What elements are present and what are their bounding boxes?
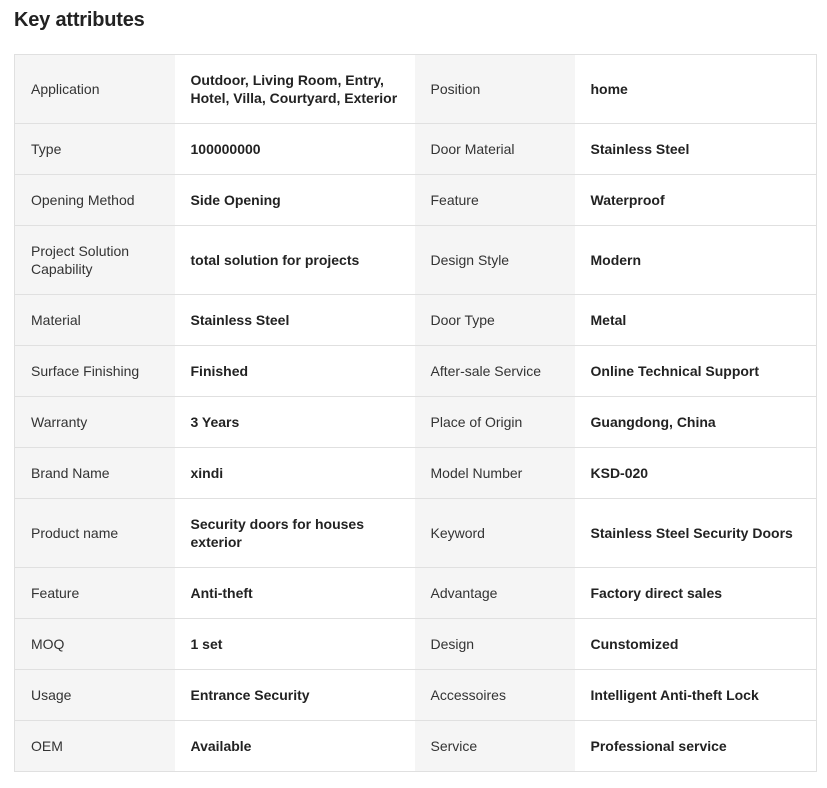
- table-row: [15, 55, 817, 124]
- section-title: Key attributes: [14, 9, 145, 31]
- attribute-label: Design Style: [415, 226, 575, 295]
- attribute-label: Door Material: [415, 124, 575, 175]
- attribute-value: Stainless Steel Security Doors: [575, 499, 817, 568]
- attribute-label: Type: [15, 124, 175, 175]
- attribute-value: 100000000: [175, 124, 415, 175]
- attribute-label: Application: [15, 55, 175, 124]
- attribute-value: home: [575, 55, 817, 124]
- attribute-label: Opening Method: [15, 175, 175, 226]
- table-row: [15, 721, 817, 772]
- table-row: [15, 619, 817, 670]
- attribute-label: Material: [15, 295, 175, 346]
- attribute-value: 1 set: [175, 619, 415, 670]
- key-attributes-table: [14, 54, 817, 772]
- attribute-value: Guangdong, China: [575, 397, 817, 448]
- attribute-value: Entrance Security: [175, 670, 415, 721]
- table-row: [15, 448, 817, 499]
- attribute-label: Brand Name: [15, 448, 175, 499]
- attribute-value: Factory direct sales: [575, 568, 817, 619]
- table-row: [15, 124, 817, 175]
- attribute-label: Feature: [15, 568, 175, 619]
- table-row: [15, 670, 817, 721]
- attribute-value: Security doors for houses exterior: [175, 499, 415, 568]
- attribute-label: Position: [415, 55, 575, 124]
- attribute-label: OEM: [15, 721, 175, 772]
- attribute-value: Stainless Steel: [175, 295, 415, 346]
- attribute-label: Accessoires: [415, 670, 575, 721]
- attribute-value: Online Technical Support: [575, 346, 817, 397]
- attribute-value: Professional service: [575, 721, 817, 772]
- attribute-label: Project Solution Capability: [15, 226, 175, 295]
- attribute-label: MOQ: [15, 619, 175, 670]
- attribute-label: Warranty: [15, 397, 175, 448]
- table-row: [15, 295, 817, 346]
- attribute-label: Door Type: [415, 295, 575, 346]
- attribute-value: Metal: [575, 295, 817, 346]
- attribute-label: Surface Finishing: [15, 346, 175, 397]
- attribute-value: Side Opening: [175, 175, 415, 226]
- attribute-label: Feature: [415, 175, 575, 226]
- table-row: [15, 175, 817, 226]
- attribute-value: Waterproof: [575, 175, 817, 226]
- attribute-value: Outdoor, Living Room, Entry, Hotel, Villa, Courtyard, Exterior: [175, 55, 415, 124]
- attribute-label: Place of Origin: [415, 397, 575, 448]
- table-row: [15, 499, 817, 568]
- attribute-label: Model Number: [415, 448, 575, 499]
- attribute-value: Intelligent Anti-theft Lock: [575, 670, 817, 721]
- attribute-value: Stainless Steel: [575, 124, 817, 175]
- attribute-label: Keyword: [415, 499, 575, 568]
- attribute-label: Product name: [15, 499, 175, 568]
- attribute-label: Service: [415, 721, 575, 772]
- attribute-value: KSD-020: [575, 448, 817, 499]
- table-row: [15, 346, 817, 397]
- table-row: [15, 226, 817, 295]
- attribute-value: xindi: [175, 448, 415, 499]
- attribute-label: Usage: [15, 670, 175, 721]
- attribute-label: After-sale Service: [415, 346, 575, 397]
- attribute-label: Advantage: [415, 568, 575, 619]
- attribute-value: Modern: [575, 226, 817, 295]
- attribute-value: Cunstomized: [575, 619, 817, 670]
- table-row: [15, 397, 817, 448]
- table-row: [15, 568, 817, 619]
- attribute-value: total solution for projects: [175, 226, 415, 295]
- attribute-value: Finished: [175, 346, 415, 397]
- attribute-value: Anti-theft: [175, 568, 415, 619]
- attribute-value: Available: [175, 721, 415, 772]
- attribute-label: Design: [415, 619, 575, 670]
- attribute-value: 3 Years: [175, 397, 415, 448]
